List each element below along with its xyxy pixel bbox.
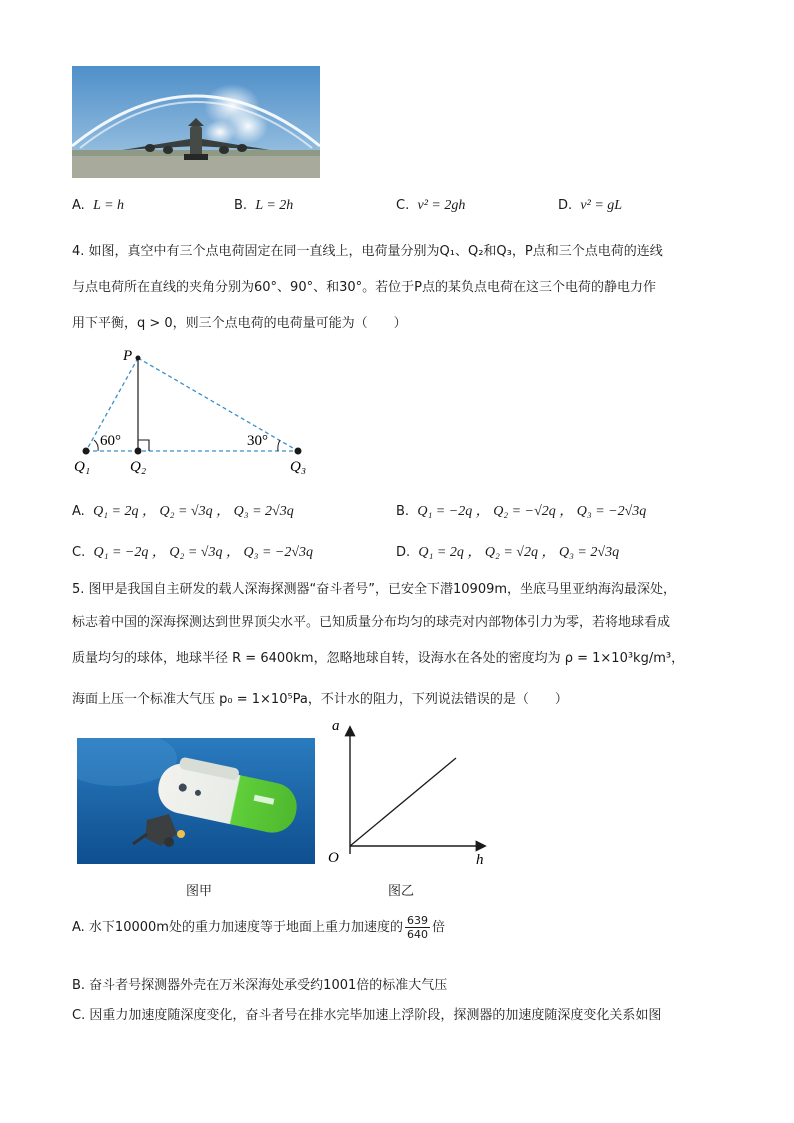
label-q1: Q₁ xyxy=(74,459,91,475)
fraction-639-640: $\frac{639}{640}$ xyxy=(406,914,428,941)
caption-figure-b: 图乙 xyxy=(388,884,415,899)
graph-x-label: h xyxy=(476,852,484,868)
q3-option-c: C. v² = 2gh xyxy=(396,198,466,213)
q4-option-d: D. Q₁ = 2q ， Q₂ = √2q ， Q₃ = 2√3q xyxy=(396,545,620,560)
q4-stem-line-3: 用下平衡，q > 0，则三个点电荷的电荷量可能为（ ） xyxy=(72,316,407,331)
airplane-water-salute-photo xyxy=(72,66,320,178)
q5-stem-line-3: 质量均匀的球体，地球半径 R = 6400km，忽略地球自转，设海水在各处的密度均为 ρ = 1×10³kg/m³， xyxy=(72,651,685,666)
q5-option-a: A. 水下10000m处的重力加速度等于地面上重力加速度的 $\frac{639}{640}$ 倍 xyxy=(72,914,445,941)
q4-option-a: A. Q₁ = 2q ， Q₂ = √3q ， Q₃ = 2√3q xyxy=(72,504,294,519)
label-q2: Q₂ xyxy=(130,459,147,475)
q4-stem-line-1: 4. 如图，真空中有三个点电荷固定在同一直线上，电荷量分别为Q₁、Q₂和Q₃，P点和三个点电荷的连线 xyxy=(72,244,663,259)
q3-option-d: D. v² = gL xyxy=(558,198,623,213)
graph-y-label: a xyxy=(332,718,340,734)
q4-option-b: B. Q₁ = −2q ， Q₂ = −√2q ， Q₃ = −2√3q xyxy=(396,504,647,519)
q4-stem-line-2: 与点电荷所在直线的夹角分别为60°、90°、和30°。若位于P点的某负点电荷在这三个电荷的静电力作 xyxy=(72,280,656,295)
submersible-photo xyxy=(77,738,315,864)
q4-charge-diagram xyxy=(70,344,320,478)
q4-option-c: C. Q₁ = −2q ， Q₂ = √3q ， Q₃ = −2√3q xyxy=(72,545,314,560)
label-angle-30: 30° xyxy=(247,433,268,449)
graph-origin-label: O xyxy=(328,850,339,866)
caption-figure-a: 图甲 xyxy=(186,884,213,899)
acceleration-depth-graph xyxy=(322,716,490,872)
q5-stem-line-1: 5. 图甲是我国自主研发的载人深海探测器“奋斗者号”，已安全下潜10909m，坐底马里亚纳海沟最深处， xyxy=(72,582,677,597)
q3-option-b: B. L = 2h xyxy=(234,198,294,213)
label-q3: Q₃ xyxy=(290,459,307,475)
q5-option-b: B. 奋斗者号探测器外壳在万米深海处承受约1001倍的标准大气压 xyxy=(72,978,448,993)
q3-option-a: A. L = h xyxy=(72,198,125,213)
q5-stem-line-2: 标志着中国的深海探测达到世界顶尖水平。已知质量分布均匀的球壳对内部物体引力为零，若将地球看成 xyxy=(72,615,671,630)
q5-stem-line-4: 海面上压一个标准大气压 p₀ = 1×10⁵Pa，不计水的阻力，下列说法错误的是（ ） xyxy=(72,692,568,707)
q5-option-c: C. 因重力加速度随深度变化，奋斗者号在排水完毕加速上浮阶段，探测器的加速度随深度变化关系如图 xyxy=(72,1008,662,1023)
label-p: P xyxy=(123,348,133,364)
label-angle-60: 60° xyxy=(100,433,121,449)
